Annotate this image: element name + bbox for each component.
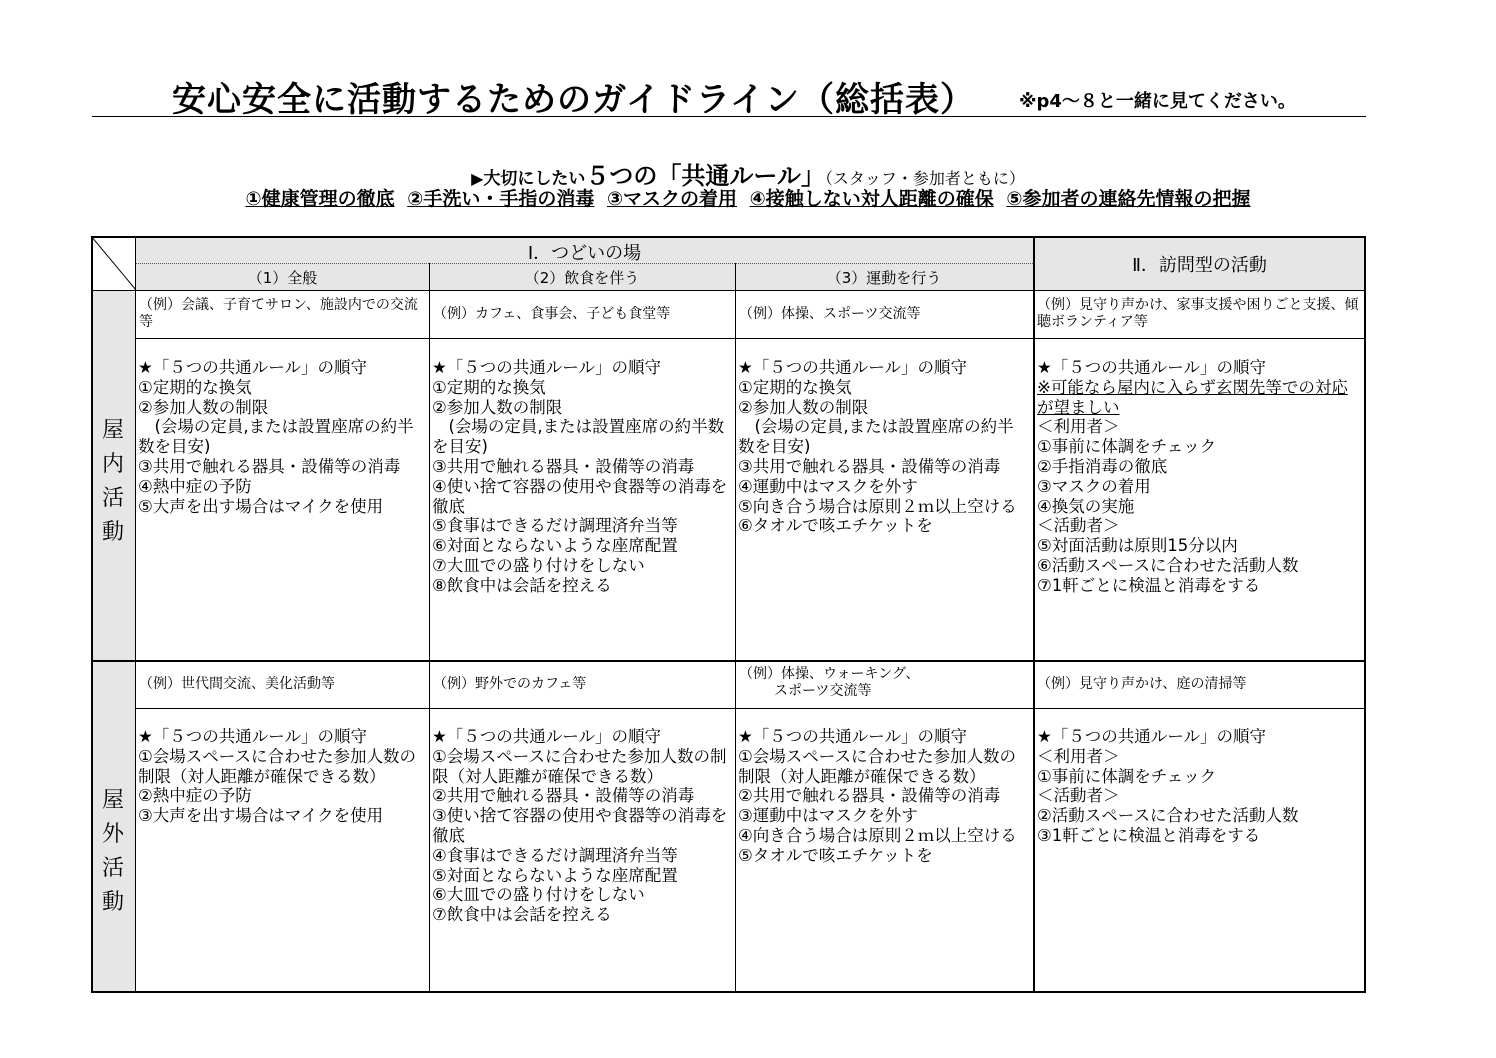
arrow-icon: ▶ [471, 169, 484, 188]
list-item: ③運動中はマスクを外す [738, 806, 918, 826]
list-item: ①定期的な換気 [738, 377, 852, 397]
list-item: ④熱中症の予防 [138, 476, 252, 496]
list-item: ②活動スペースに合わせた活動人数 [1037, 806, 1299, 826]
list-item: ＜利用者＞ [1037, 746, 1120, 766]
list-item: (会場の定員,または設置座席の約半数を目安) [432, 417, 725, 457]
list-item: ＜利用者＞ [1037, 417, 1120, 437]
body-indoor-exercise [738, 358, 1028, 536]
list-item: ③共用で触れる器具・設備等の消毒 [738, 456, 1001, 476]
hline-header [91, 290, 1366, 291]
list-item: ②参加人数の制限 [138, 397, 269, 417]
rules-prefix: 大切にしたい [483, 169, 586, 189]
list-item: ⑥大皿での盛り付けをしない [432, 885, 645, 905]
list-item: ⑤向き合う場合は原則２ｍ以上空ける [738, 496, 1017, 516]
list-item: ③1軒ごとに検温と消毒をする [1037, 825, 1261, 845]
list-item: ⑥活動スペースに合わせた活動人数 [1037, 555, 1299, 575]
list-item: ④運動中はマスクを外す [738, 476, 918, 496]
page-title: 安心安全に活動するためのガイドライン（総括表） [172, 80, 975, 120]
list-item: ★「５つの共通ルール」の順守 [1037, 727, 1266, 746]
list-item: ⑤対面とならないような座席配置 [432, 865, 678, 885]
list-item: ①会場スペースに合わせた参加人数の制限（対人距離が確保できる数） [738, 746, 1016, 786]
list-item: ⑥タオルで咳エチケットを [738, 516, 933, 536]
body-outdoor-exercise [738, 727, 1028, 866]
list-item: ⑤食事はできるだけ調理済弁当等 [432, 516, 678, 536]
list-item: ③大声を出す場合はマイクを使用 [138, 806, 384, 826]
example-indoor-general: （例）会議、子育てサロン、施設内での交流等 [139, 297, 418, 330]
list-item-note: ※可能なら屋内に入らず玄関先等での対応が望ましい [1037, 377, 1348, 417]
list-item: ③使い捨て容器の使用や食器等の消毒を徹底 [432, 806, 728, 845]
border-top [91, 236, 1366, 238]
title-row [92, 72, 1366, 120]
rule-1: ①健康管理の徹底 [245, 188, 395, 210]
list-item: ②共用で触れる器具・設備等の消毒 [738, 786, 1001, 806]
guideline-table [91, 236, 1366, 993]
vline-col2 [735, 263, 736, 993]
rules-note: （スタッフ・参加者ともに） [824, 169, 1025, 188]
example-indoor-food: （例）カフェ、食事会、子ども食堂等 [433, 306, 671, 322]
list-item: ③マスクの着用 [1037, 476, 1151, 496]
list-item: ①会場スペースに合わせた参加人数の制限（対人距離が確保できる数） [138, 746, 416, 786]
example-outdoor-exercise: （例）体操、ウォーキング、 スポーツ交流等 [739, 666, 920, 699]
list-item: ★「５つの共通ルール」の順守 [432, 727, 661, 746]
col-header-exercise: （3）運動を行う [826, 269, 942, 287]
list-item: ⑧飲食中は会話を控える [432, 575, 612, 595]
rule-4: ④接触しない対人距離の確保 [749, 188, 994, 210]
section-2-header: Ⅱ．訪問型の活動 [1132, 255, 1267, 276]
title-note: ※p4～８と一緒に見てください。 [1019, 91, 1296, 112]
list-item: ①事前に体調をチェック [1037, 437, 1217, 457]
list-item: ②参加人数の制限 [738, 397, 869, 417]
body-outdoor-food [432, 727, 730, 925]
body-indoor-visit [1037, 358, 1359, 596]
hline-ex1 [136, 338, 1366, 339]
border-bottom [91, 991, 1366, 993]
body-indoor-general [138, 358, 425, 516]
list-item: ★「５つの共通ルール」の順守 [138, 358, 367, 377]
body-outdoor-general [138, 727, 425, 826]
list-item: ④使い捨て容器の使用や食器等の消毒を徹底 [432, 476, 728, 516]
list-item: ④食事はできるだけ調理済弁当等 [432, 845, 678, 865]
example-indoor-exercise: （例）体操、スポーツ交流等 [739, 306, 921, 322]
list-item: ★「５つの共通ルール」の順守 [138, 727, 367, 746]
list-item: ③共用で触れる器具・設備等の消毒 [138, 456, 401, 476]
rule-3: ③マスクの着用 [606, 188, 738, 210]
list-item: ②手指消毒の徹底 [1037, 456, 1168, 476]
list-item: ②熱中症の予防 [138, 786, 252, 806]
corner-diagonal [91, 236, 136, 290]
body-indoor-food [432, 358, 730, 596]
rule-2: ②手洗い・手指の消毒 [407, 188, 595, 210]
list-item: ①事前に体調をチェック [1037, 766, 1217, 786]
example-outdoor-general: （例）世代間交流、美化活動等 [139, 676, 335, 692]
list-item: ⑦大皿での盛り付けをしない [432, 555, 645, 575]
col-header-general: （1）全般 [247, 269, 318, 287]
list-item: ③共用で触れる器具・設備等の消毒 [432, 456, 695, 476]
col-header-food: （2）飲食を伴う [524, 269, 640, 287]
list-item: (会場の定員,または設置座席の約半数を目安) [138, 417, 414, 457]
section-1-header: Ⅰ．つどいの場 [527, 243, 642, 264]
list-item: ★「５つの共通ルール」の順守 [738, 358, 967, 377]
list-item: (会場の定員,または設置座席の約半数を目安) [738, 417, 1014, 457]
row-label-indoor: 屋 内 活 動 [101, 418, 124, 545]
row-label-outdoor: 屋 外 活 動 [101, 788, 124, 915]
list-item: ★「５つの共通ルール」の順守 [738, 727, 967, 746]
example-outdoor-visit: （例）見守り声かけ、庭の清掃等 [1037, 676, 1247, 692]
vline-col3 [1033, 236, 1035, 993]
list-item: ①定期的な換気 [432, 377, 546, 397]
list-item: ⑤タオルで咳エチケットを [738, 845, 933, 865]
list-item: ②参加人数の制限 [432, 397, 563, 417]
list-item: ⑤大声を出す場合はマイクを使用 [138, 496, 384, 516]
example-outdoor-food: （例）野外でのカフェ等 [433, 676, 587, 692]
list-item: ★「５つの共通ルール」の順守 [1037, 358, 1266, 377]
vline-label [135, 236, 136, 993]
list-item: ①定期的な換気 [138, 377, 252, 397]
rules-list [0, 184, 1496, 211]
list-item: ④換気の実施 [1037, 496, 1135, 516]
list-item: ⑥対面とならないような座席配置 [432, 536, 678, 556]
rule-5: ⑤参加者の連絡先情報の把握 [1006, 188, 1251, 210]
rules-main: ５つの「共通ルール」 [585, 162, 825, 190]
body-outdoor-visit [1037, 727, 1359, 846]
list-item: ＜活動者＞ [1037, 786, 1120, 806]
example-indoor-visit: （例）見守り声かけ、家事支援や困りごと支援、傾聴ボランティア等 [1037, 297, 1359, 330]
list-item: ④向き合う場合は原則２ｍ以上空ける [738, 825, 1017, 845]
vline-col1 [429, 263, 430, 993]
hline-row [91, 660, 1366, 662]
list-item: ②共用で触れる器具・設備等の消毒 [432, 786, 695, 806]
hline-ex2 [136, 708, 1366, 709]
list-item: ★「５つの共通ルール」の順守 [432, 358, 661, 377]
title-underline [92, 116, 1366, 117]
list-item: ⑤対面活動は原則15分以内 [1037, 536, 1238, 556]
list-item: ＜活動者＞ [1037, 516, 1120, 536]
border-right [1364, 236, 1366, 993]
list-item: ①会場スペースに合わせた参加人数の制限（対人距離が確保できる数） [432, 746, 727, 786]
list-item: ⑦飲食中は会話を控える [432, 905, 612, 925]
list-item: ⑦1軒ごとに検温と消毒をする [1037, 575, 1261, 595]
